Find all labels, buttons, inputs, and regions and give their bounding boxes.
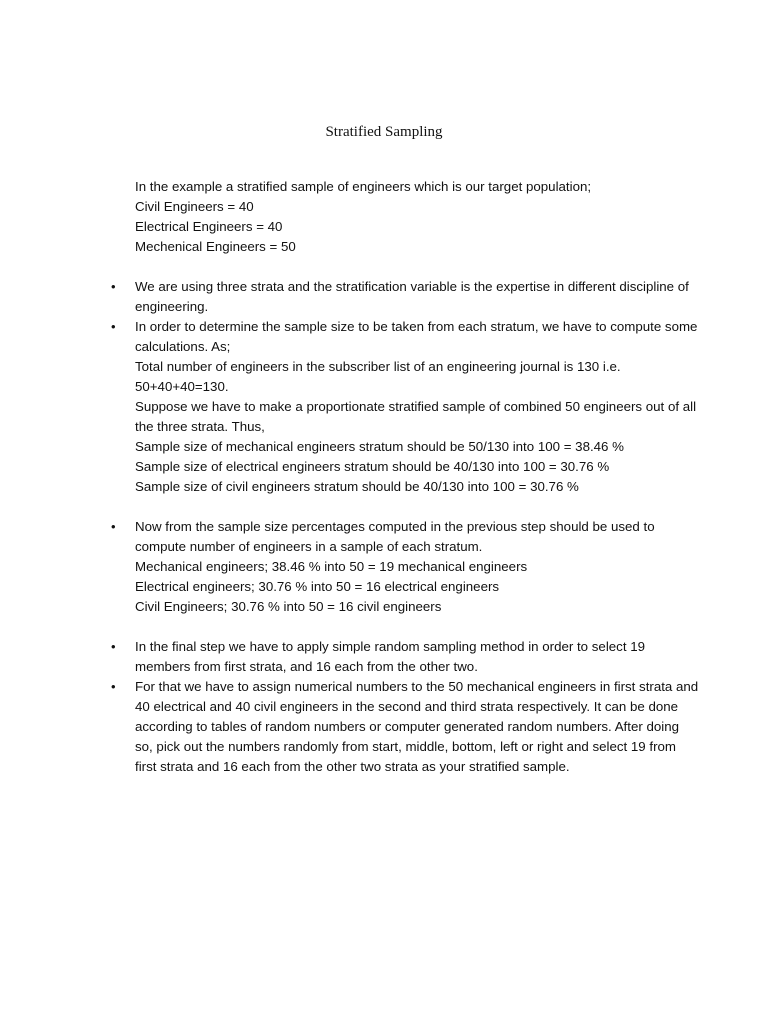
bullet-line: Suppose we have to make a proportionate stratified sample of combined 50 engineers out of all bbox=[135, 399, 697, 414]
intro-block bbox=[135, 177, 695, 257]
bullet-line: 40 electrical and 40 civil engineers in the second and third strata respectively. It can be done bbox=[135, 699, 679, 714]
bullet-line: the three strata. Thus, bbox=[135, 419, 265, 434]
bullet-dot: • bbox=[111, 679, 116, 694]
bullet-line: according to tables of random numbers or computer generated random numbers. After doing bbox=[135, 719, 679, 734]
bullet-line: engineering. bbox=[135, 299, 209, 314]
intro-line: Mechenical Engineers = 50 bbox=[135, 239, 296, 254]
bullet-line: Sample size of civil engineers stratum should be 40/130 into 100 = 30.76 % bbox=[135, 479, 579, 494]
bullet-line: In the final step we have to apply simple random sampling method in order to select 19 bbox=[135, 639, 645, 654]
bullet-dot: • bbox=[111, 319, 116, 334]
bullet-line: We are using three strata and the stratification variable is the expertise in different discipline of bbox=[135, 279, 689, 294]
bullet-line: For that we have to assign numerical numbers to the 50 mechanical engineers in first strata and bbox=[135, 679, 699, 694]
bullet-line: Mechanical engineers; 38.46 % into 50 = 19 mechanical engineers bbox=[135, 559, 528, 574]
intro-line: Civil Engineers = 40 bbox=[135, 199, 254, 214]
bullet-line: Electrical engineers; 30.76 % into 50 = 16 electrical engineers bbox=[135, 579, 500, 594]
bullet-line: Civil Engineers; 30.76 % into 50 = 16 civil engineers bbox=[135, 599, 442, 614]
bullet-line: calculations. As; bbox=[135, 339, 231, 354]
bullet-line: Total number of engineers in the subscriber list of an engineering journal is 130 i.e. bbox=[135, 359, 621, 374]
page-title: Stratified Sampling bbox=[325, 124, 443, 140]
bullet-line: 50+40+40=130. bbox=[135, 379, 229, 394]
bullet-line: Sample size of electrical engineers stratum should be 40/130 into 100 = 30.76 % bbox=[135, 459, 610, 474]
bullet-line: Now from the sample size percentages computed in the previous step should be used to bbox=[135, 519, 655, 534]
bullet-line: first strata and 16 each from the other two strata as your stratified sample. bbox=[135, 759, 570, 774]
bullet-line: Sample size of mechanical engineers stratum should be 50/130 into 100 = 38.46 % bbox=[135, 439, 624, 454]
bullet-item bbox=[100, 517, 700, 617]
intro-line: In the example a stratified sample of engineers which is our target population; bbox=[135, 179, 592, 194]
bullet-line: compute number of engineers in a sample of each stratum. bbox=[135, 539, 483, 554]
bullet-line: In order to determine the sample size to be taken from each stratum, we have to compute some bbox=[135, 319, 698, 334]
intro-line: Electrical Engineers = 40 bbox=[135, 219, 283, 234]
bullet-line: so, pick out the numbers randomly from start, middle, bottom, left or right and select 19 from bbox=[135, 739, 676, 754]
bullet-item bbox=[100, 277, 700, 317]
spacer bbox=[100, 617, 700, 637]
bullet-dot: • bbox=[111, 639, 116, 654]
bullet-list bbox=[100, 277, 700, 777]
spacer bbox=[100, 497, 700, 517]
bullet-dot: • bbox=[111, 519, 116, 534]
bullet-item bbox=[100, 677, 700, 777]
bullet-item bbox=[100, 317, 700, 497]
bullet-dot: • bbox=[111, 279, 116, 294]
bullet-item bbox=[100, 637, 700, 677]
bullet-line: members from first strata, and 16 each from the other two. bbox=[135, 659, 478, 674]
